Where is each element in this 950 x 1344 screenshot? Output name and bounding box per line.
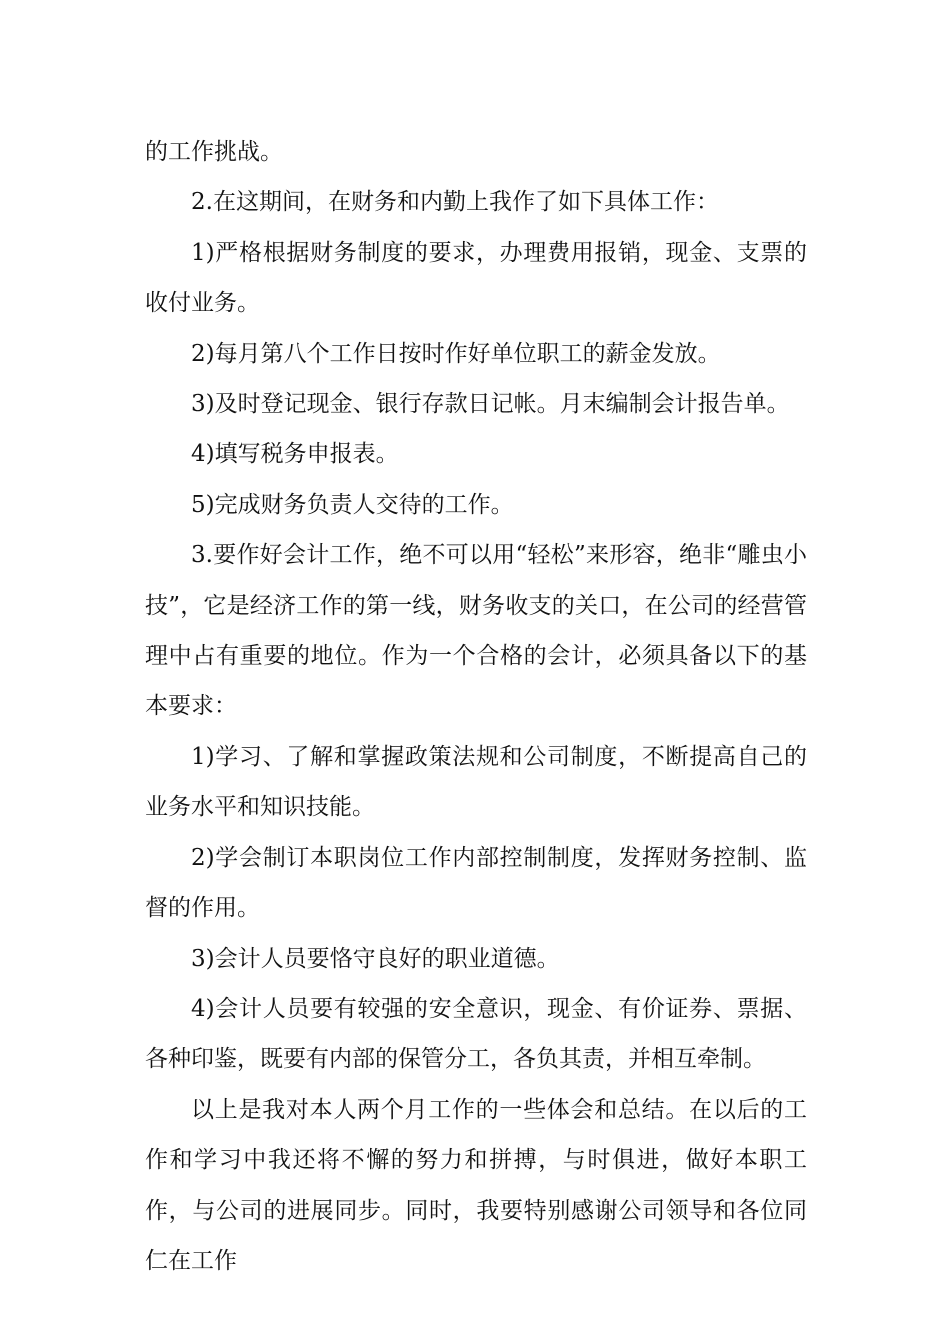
paragraph-requirement-3: 3)会计人员要恪守良好的职业道德。	[191, 945, 560, 972]
paragraph-continuation: 的工作挑战。	[145, 139, 283, 165]
paragraph-item-4: 4)填写税务申报表。	[191, 441, 399, 468]
document-body	[145, 127, 807, 1286]
paragraph-item-5: 5)完成财务负责人交待的工作。	[191, 491, 514, 518]
paragraph-requirement-2: 2)学会制订本职岗位工作内部控制制度，发挥财务控制、监督的作用。	[145, 844, 807, 922]
paragraph-item-1: 1)严格根据财务制度的要求，办理费用报销，现金、支票的收付业务。	[145, 239, 807, 317]
paragraph-summary: 以上是我对本人两个月工作的一些体会和总结。在以后的工作和学习中我还将不懈的努力和拼搏，与时俱进，做好本职工作，与公司的进展同步。同时，我要特别感谢公司领导和各位同仁在工作	[145, 1096, 807, 1274]
paragraph-section-2-intro: 2.在这期间，在财务和内勤上我作了如下具体工作：	[191, 189, 719, 216]
paragraph-item-2: 2)每月第八个工作日按时作好单位职工的薪金发放。	[191, 340, 721, 367]
paragraph-section-3-intro: 3.要作好会计工作，绝不可以用“轻松”来形容，绝非“雕虫小技”，它是经济工作的第一线，财务收支的关口，在公司的经营管理中占有重要的地位。作为一个合格的会计，必须具备以下的基本要求：	[145, 542, 807, 720]
paragraph-requirement-4: 4)会计人员要有较强的安全意识，现金、有价证券、票据、各种印鉴，既要有内部的保管分工，各负其责，并相互牵制。	[145, 995, 807, 1073]
paragraph-requirement-1: 1)学习、了解和掌握政策法规和公司制度，不断提高自己的业务水平和知识技能。	[145, 743, 807, 821]
paragraph-item-3: 3)及时登记现金、银行存款日记帐。月末编制会计报告单。	[191, 391, 790, 418]
